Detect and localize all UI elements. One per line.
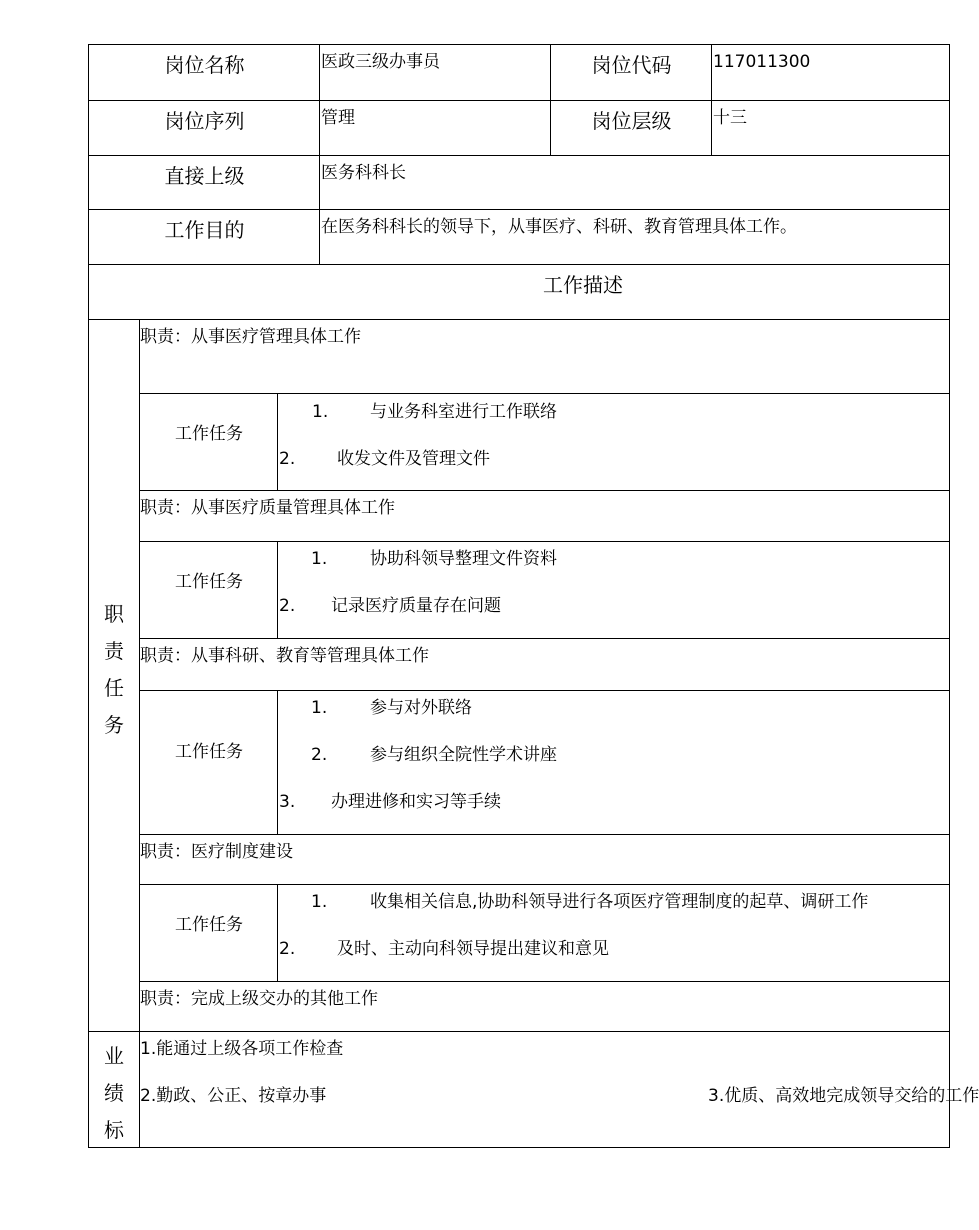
task-item: 1. 收集相关信息,协助科领导进行各项医疗管理制度的起草、调研工作: [311, 892, 869, 912]
task-list: [277, 393, 950, 491]
performance-label-char: 绩: [104, 1081, 124, 1105]
task-list: [277, 884, 950, 982]
duty-title: 职责：从事医疗质量管理具体工作: [140, 498, 395, 518]
task-label-cell: 工作任务: [139, 884, 278, 982]
duties-label-char: 务: [104, 713, 124, 737]
position-level-value: 十三: [711, 100, 950, 156]
duty-row: [139, 490, 950, 542]
position-level-label: 岗位层级: [550, 100, 712, 156]
position-code-value: 117011300: [711, 44, 950, 101]
task-item: 1. 与业务科室进行工作联络: [312, 402, 557, 422]
duties-label-char: 责: [104, 639, 124, 663]
duty-title: 职责：从事医疗管理具体工作: [140, 327, 361, 347]
duty-row: [139, 319, 950, 394]
supervisor-value: 医务科科长: [319, 155, 950, 210]
position-series-value: 管理: [319, 100, 551, 156]
performance-label-char: 标: [104, 1118, 124, 1142]
performance-item: 2.勤政、公正、按章办事: [140, 1086, 327, 1106]
performance-standards: [139, 1031, 979, 1148]
duties-label-cell: [88, 319, 140, 1032]
task-label-cell: 工作任务: [139, 393, 278, 491]
task-label-cell: 工作任务: [139, 690, 278, 835]
performance-item: 3.优质、高效地完成领导交给的工作: [708, 1086, 979, 1106]
position-series-label: 岗位序列: [88, 100, 320, 156]
performance-label-cell: [88, 1031, 140, 1148]
duty-title: 职责：完成上级交办的其他工作: [140, 989, 378, 1009]
duty-title: 职责：医疗制度建设: [140, 842, 293, 862]
position-name-label: 岗位名称: [88, 44, 320, 101]
performance-item: 1.能通过上级各项工作检查: [140, 1039, 344, 1059]
task-list: [277, 690, 950, 835]
duties-label-char: 任: [104, 676, 124, 700]
performance-label-char: 业: [104, 1044, 124, 1068]
position-code-label: 岗位代码: [550, 44, 712, 101]
position-name-value: 医政三级办事员: [319, 44, 551, 101]
task-item: 2. 收发文件及管理文件: [279, 449, 490, 469]
purpose-value: 在医务科科长的领导下，从事医疗、科研、教育管理具体工作。: [319, 209, 950, 265]
job-description-table: [88, 44, 979, 1148]
duty-row: [139, 834, 950, 885]
task-label-cell: 工作任务: [139, 541, 278, 639]
task-item: 3. 办理进修和实习等手续: [279, 792, 501, 812]
duty-title: 职责：从事科研、教育等管理具体工作: [140, 646, 429, 666]
task-item: 1. 协助科领导整理文件资料: [311, 549, 557, 569]
task-item: 2. 参与组织全院性学术讲座: [311, 745, 557, 765]
task-list: [277, 541, 950, 639]
task-item: 2. 记录医疗质量存在问题: [279, 596, 501, 616]
duties-label-char: 职: [104, 602, 124, 626]
duty-row: [139, 981, 950, 1032]
task-item: 2. 及时、主动向科领导提出建议和意见: [279, 939, 609, 959]
purpose-label: 工作目的: [88, 209, 320, 265]
supervisor-label: 直接上级: [88, 155, 320, 210]
duty-row: [139, 638, 950, 691]
description-title: 工作描述: [88, 264, 950, 320]
task-item: 1. 参与对外联络: [311, 698, 472, 718]
